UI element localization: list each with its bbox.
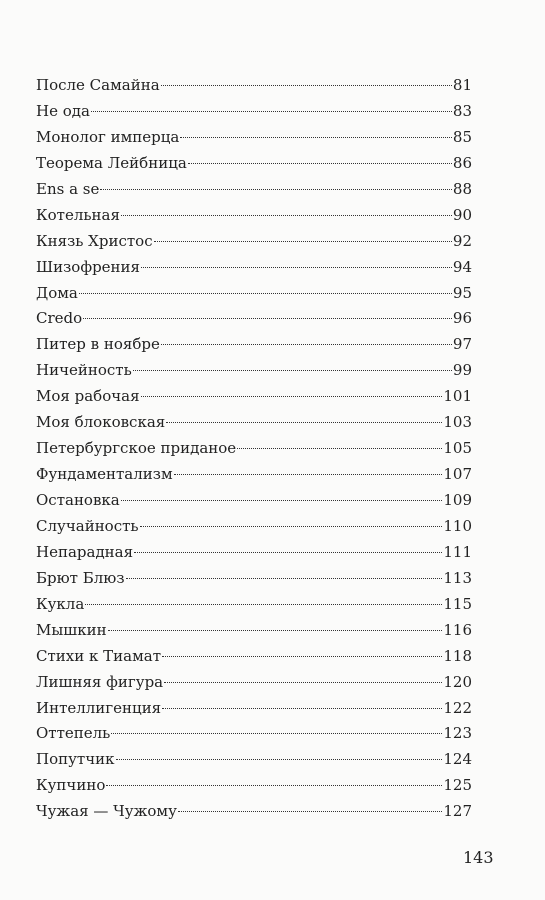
dot-leader — [116, 759, 443, 760]
toc-entry-page: 115 — [443, 594, 472, 613]
toc-entry-title: Стихи к Тиамат — [36, 646, 161, 665]
dot-leader — [121, 500, 443, 501]
toc-entry-page: 107 — [443, 465, 472, 484]
dot-leader — [161, 344, 452, 345]
toc-entry — [36, 514, 472, 540]
toc-entry-page: 127 — [443, 802, 472, 821]
toc-entry-title: Непарадная — [36, 542, 134, 561]
dot-leader — [162, 656, 442, 657]
toc-entry-title: Мышкин — [36, 620, 107, 639]
toc-entry — [36, 436, 472, 462]
toc-entry — [36, 125, 472, 151]
dot-leader — [126, 578, 443, 579]
dot-leader — [91, 111, 452, 112]
toc-entry — [36, 73, 472, 99]
dot-leader — [106, 785, 442, 786]
toc-entry-page: 96 — [452, 309, 472, 328]
toc-entry-title: Монолог имперца — [36, 127, 180, 146]
toc-entry — [36, 384, 472, 410]
toc-entry — [36, 747, 472, 773]
toc-entry-title: Фундаментализм — [36, 465, 173, 484]
toc-entry-page: 81 — [452, 76, 472, 94]
toc-entry-page: 94 — [452, 257, 472, 276]
toc-entry-page: 123 — [443, 724, 472, 743]
toc-entry-title: Credo — [36, 309, 83, 328]
toc-entry — [36, 358, 472, 384]
dot-leader — [178, 811, 442, 812]
toc-entry-page: 116 — [443, 620, 472, 639]
toc-entry-title: Ничейность — [36, 361, 132, 380]
toc-entry-title: Дома — [36, 283, 78, 302]
toc-entry — [36, 306, 472, 332]
toc-entry — [36, 773, 472, 799]
table-of-contents — [36, 73, 472, 825]
toc-entry-title: Оттепель — [36, 724, 111, 743]
toc-entry — [36, 177, 472, 203]
page-number: 143 — [463, 848, 494, 867]
toc-entry-page: 110 — [443, 516, 472, 535]
dot-leader — [188, 163, 452, 164]
toc-entry-page: 101 — [443, 387, 472, 406]
toc-entry-page: 86 — [452, 153, 472, 172]
dot-leader — [174, 474, 443, 475]
toc-entry-title: Случайность — [36, 516, 139, 535]
toc-entry-title: Моя блоковская — [36, 413, 166, 432]
toc-entry — [36, 332, 472, 358]
dot-leader — [100, 189, 452, 190]
toc-entry-title: После Самайна — [36, 76, 160, 94]
toc-entry — [36, 229, 472, 255]
toc-entry — [36, 488, 472, 514]
toc-entry-title: Остановка — [36, 491, 120, 509]
toc-entry-page: 88 — [452, 179, 472, 198]
dot-leader — [85, 604, 442, 605]
dot-leader — [164, 682, 442, 683]
toc-entry-title: Попутчик — [36, 750, 115, 769]
toc-entry — [36, 670, 472, 696]
toc-entry-title: Теорема Лейбница — [36, 153, 187, 172]
toc-entry-page: 118 — [443, 646, 472, 665]
toc-entry-title: Не ода — [36, 101, 90, 120]
toc-entry-page: 122 — [443, 698, 472, 717]
dot-leader — [166, 422, 442, 423]
toc-entry-page: 97 — [452, 335, 472, 354]
toc-entry — [36, 644, 472, 670]
toc-entry-title: Чужая — Чужому — [36, 802, 177, 821]
toc-entry-title: Брют Блюз — [36, 568, 125, 587]
dot-leader — [121, 215, 452, 216]
toc-entry-page: 85 — [452, 127, 472, 146]
toc-entry — [36, 540, 472, 566]
toc-entry-page: 113 — [443, 568, 472, 587]
toc-entry-page: 125 — [443, 776, 472, 795]
toc-entry — [36, 592, 472, 618]
toc-entry — [36, 99, 472, 125]
toc-entry-title: Кукла — [36, 594, 85, 613]
toc-entry — [36, 203, 472, 229]
toc-entry — [36, 566, 472, 592]
toc-entry-title: Лишняя фигура — [36, 672, 164, 691]
dot-leader — [134, 552, 442, 553]
toc-entry — [36, 721, 472, 747]
dot-leader — [111, 733, 442, 734]
toc-entry-page: 90 — [452, 205, 472, 224]
toc-entry-page: 103 — [443, 413, 472, 432]
dot-leader — [141, 396, 443, 397]
toc-entry-page: 92 — [452, 231, 472, 250]
dot-leader — [133, 370, 452, 371]
toc-entry-page: 99 — [452, 361, 472, 380]
toc-entry-title: Шизофрения — [36, 257, 141, 276]
toc-entry — [36, 618, 472, 644]
toc-entry-page: 124 — [443, 750, 472, 769]
dot-leader — [180, 137, 452, 138]
toc-entry-title: Князь Христос — [36, 231, 153, 250]
toc-entry-title: Петербургское приданое — [36, 439, 237, 458]
toc-entry-page: 111 — [443, 542, 472, 561]
toc-entry-title: Интеллигенция — [36, 698, 162, 717]
toc-entry-title: Моя рабочая — [36, 387, 140, 406]
toc-entry — [36, 696, 472, 722]
toc-entry-page: 83 — [452, 101, 472, 120]
dot-leader — [141, 267, 452, 268]
dot-leader — [162, 708, 442, 709]
toc-entry-title: Питер в ноябре — [36, 335, 160, 354]
toc-entry — [36, 462, 472, 488]
toc-entry-page: 105 — [443, 439, 472, 458]
dot-leader — [140, 526, 443, 527]
dot-leader — [108, 630, 443, 631]
dot-leader — [154, 241, 452, 242]
toc-entry — [36, 410, 472, 436]
toc-entry-title: Котельная — [36, 205, 120, 224]
toc-entry — [36, 799, 472, 825]
dot-leader — [79, 293, 452, 294]
toc-entry-page: 95 — [452, 283, 472, 302]
toc-entry — [36, 151, 472, 177]
dot-leader — [161, 85, 452, 86]
dot-leader — [83, 318, 452, 319]
toc-entry-title: Ens a se — [36, 179, 100, 198]
toc-entry-title: Купчино — [36, 776, 106, 795]
toc-entry — [36, 281, 472, 307]
toc-entry — [36, 255, 472, 281]
toc-entry-page: 120 — [443, 672, 472, 691]
toc-entry-page: 109 — [443, 491, 472, 509]
dot-leader — [237, 448, 442, 449]
